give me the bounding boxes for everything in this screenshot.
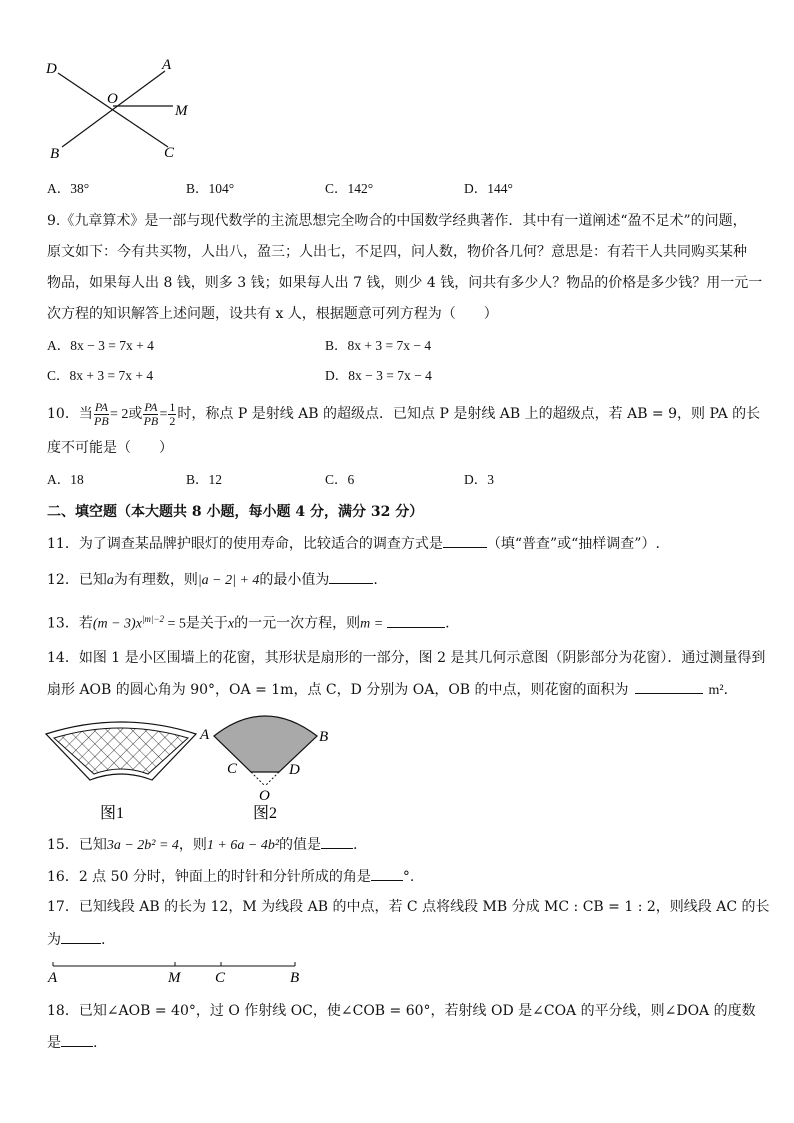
- section-2-title: 二、填空题（本大题共 8 小题，每小题 4 分，满分 32 分）: [47, 504, 424, 520]
- fig2-sector-diagram: [196, 700, 336, 830]
- q8-option-b[interactable]: B．104°: [186, 181, 235, 196]
- q16-answer-blank[interactable]: [371, 866, 403, 881]
- fig2-label-C: C: [227, 761, 238, 777]
- q12-text: 12．已知: [47, 572, 107, 588]
- q17-answer-blank[interactable]: [61, 929, 101, 944]
- q14-answer-blank[interactable]: [635, 679, 703, 694]
- q17-line-1: 17．已知线段 AB 的长为 12，M 为线段 AB 的中点，若 C 点将线段 MB 分成 MC : CB = 1 : 2，则线段 AC 的长: [47, 899, 770, 915]
- q8-option-d[interactable]: D．144°: [464, 181, 513, 196]
- q13-var2: m =: [360, 616, 384, 632]
- q10-line-2: 度不可能是（ ）: [47, 440, 173, 456]
- q17-line-2: [47, 929, 105, 950]
- q10-prefix: 10．当: [47, 406, 93, 422]
- q13: [47, 609, 450, 635]
- q13-text: 13．若: [47, 615, 93, 632]
- fig2-label-B: B: [319, 729, 329, 745]
- q17-label-M: M: [168, 970, 181, 986]
- q9-option-b[interactable]: B．8x + 3 = 7x − 4: [325, 338, 432, 353]
- q13-answer-blank[interactable]: [387, 613, 445, 628]
- q10-line-1: [47, 398, 760, 431]
- label-B: B: [50, 146, 60, 162]
- q11: [47, 533, 660, 554]
- q14-unit: m²．: [708, 683, 738, 698]
- q9-option-a[interactable]: A．8x − 3 = 7x + 4: [47, 338, 154, 353]
- q17-text: 为: [47, 932, 61, 948]
- q9-line-4: 次方程的知识解答上述问题，设共有 x 人，根据题意可列方程为（ ）: [47, 306, 498, 322]
- q10-fraction-half: $\frac{1}{2}$: [169, 399, 176, 428]
- q17-label-C: C: [215, 970, 226, 986]
- fig1-flower-window: [44, 718, 204, 830]
- q12-after: 的最小值为: [259, 572, 330, 588]
- q13-mid: 是关于: [185, 615, 228, 632]
- q10-option-c[interactable]: C．6: [325, 472, 355, 487]
- line-AB: [62, 71, 165, 147]
- q10-mid: = 2或: [109, 407, 143, 422]
- q11-text: 11．为了调查某品牌护眼灯的使用寿命，比较适合的调查方式是: [47, 536, 443, 552]
- q14-line-1: 14．如图 1 是小区围墙上的花窗，其形状是扇形的一部分，图 2 是其几何示意图（阴影部分为花窗）．通过测量得到: [47, 650, 766, 666]
- q14-line-2: [47, 679, 738, 701]
- q13-exponent: |m|−2: [141, 614, 164, 624]
- q9-option-c[interactable]: C．8x + 3 = 7x + 4: [47, 368, 154, 383]
- q10-fraction-1: $\frac{PA}{PB}$: [94, 399, 109, 428]
- q12-mid: 为有理数，则: [113, 572, 198, 588]
- q17-label-B: B: [290, 970, 300, 986]
- fig2-label-D: D: [289, 762, 300, 778]
- q17-label-A: A: [48, 970, 58, 986]
- fig1-caption: 图1: [100, 805, 125, 822]
- q15-mid: ，则: [178, 837, 207, 853]
- q16-text: 16．2 点 50 分时，钟面上的时针和分针所成的角是: [47, 869, 371, 885]
- q13-end: .: [445, 615, 450, 632]
- q18-answer-blank[interactable]: [61, 1032, 93, 1047]
- q14-text: 扇形 AOB 的圆心角为 90°，OA = 1m，点 C，D 分别为 OA，OB 的中点，则花窗的面积为: [47, 682, 629, 698]
- label-D: D: [46, 61, 57, 77]
- q11-after: （填“普查”或“抽样调查”）.: [486, 536, 660, 552]
- q8-option-c[interactable]: C．142°: [325, 181, 374, 196]
- q16: [47, 866, 414, 887]
- fig2-label-O: O: [259, 788, 270, 804]
- q10-fraction-2: $\frac{PA}{PB}$: [143, 399, 159, 428]
- q18-line-2: [47, 1032, 97, 1053]
- q13-expr: (m − 3)x: [92, 616, 142, 632]
- q18-end: .: [93, 1035, 98, 1051]
- q9-option-d[interactable]: D．8x − 3 = 7x − 4: [325, 368, 432, 383]
- q10-eq: =: [159, 407, 168, 422]
- label-O: O: [107, 91, 118, 107]
- label-M: M: [175, 103, 188, 119]
- q10-option-b[interactable]: B．12: [186, 472, 223, 487]
- q9-line-2: 原文如下：今有共买物，人出八，盈三；人出七，不足四，问人数，物价各几何？意思是：有若干人共同购买某种: [47, 244, 747, 260]
- q15-after: 的值是: [279, 837, 322, 853]
- q13-after: 的一元一次方程，则: [234, 615, 361, 632]
- q8-figure: [40, 55, 200, 165]
- q9-line-1: 9.《九章算术》是一部与现代数学的主流思想完全吻合的中国数学经典著作．其中有一道阐述“盈不足术”的问题，: [47, 213, 747, 229]
- q12-expr: |a − 2| + 4: [197, 573, 260, 588]
- q15-end: .: [353, 837, 358, 853]
- q18-text: 是: [47, 1035, 61, 1051]
- q10-option-d[interactable]: D．3: [464, 472, 494, 487]
- q13-var: x: [227, 616, 235, 632]
- q12-var: a: [106, 573, 114, 588]
- q15-text: 15．已知: [47, 837, 107, 853]
- q10-rest: 时，称点 P 是射线 AB 的超级点．已知点 P 是射线 AB 上的超级点，若 AB = 9，则 PA 的长: [177, 406, 761, 422]
- label-A: A: [162, 57, 172, 73]
- q12: [47, 569, 378, 591]
- label-C: C: [164, 145, 175, 161]
- q11-answer-blank[interactable]: [443, 533, 487, 548]
- q8-option-a[interactable]: A．38°: [47, 181, 90, 196]
- q18-line-1: 18．已知∠AOB = 40°，过 O 作射线 OC，使∠COB = 60°，若射线 OD 是∠COA 的平分线，则∠DOA 的度数: [47, 1003, 756, 1019]
- q16-end: °.: [402, 869, 415, 885]
- q12-end: .: [373, 572, 378, 588]
- q13-eq: = 5: [163, 616, 186, 632]
- q12-answer-blank[interactable]: [329, 569, 373, 584]
- q15-answer-blank[interactable]: [321, 834, 353, 849]
- fig2-caption: 图2: [253, 805, 278, 822]
- q15-expr2: 1 + 6a − 4b²: [206, 838, 280, 853]
- q17-end: .: [101, 932, 106, 948]
- q9-line-3: 物品，如果每人出 8 钱，则多 3 钱；如果每人出 7 钱，则少 4 钱，问共有多少人？物品的价格是多少钱？用一元一: [47, 275, 763, 291]
- q15-expr: 3a − 2b² = 4: [106, 838, 179, 853]
- q15: [47, 834, 357, 856]
- q17-segment-figure: [44, 958, 314, 988]
- q10-option-a[interactable]: A．18: [47, 472, 84, 487]
- fig2-label-A: A: [200, 727, 210, 743]
